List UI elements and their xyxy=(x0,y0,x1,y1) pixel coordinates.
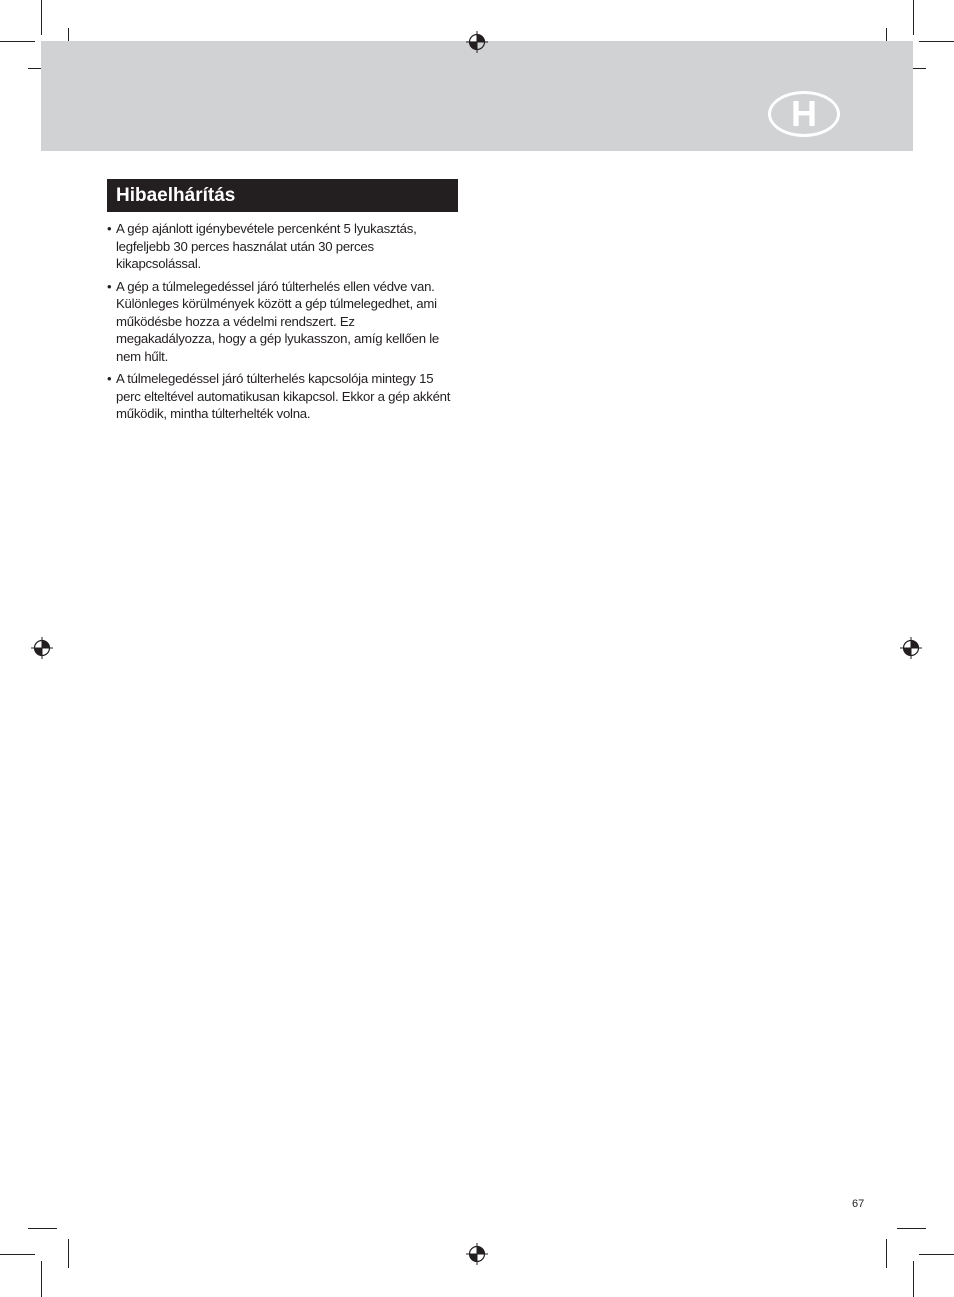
crop-mark xyxy=(913,0,914,35)
crop-mark xyxy=(28,1228,57,1229)
crop-mark xyxy=(0,1254,35,1255)
crop-mark xyxy=(913,1261,914,1297)
registration-mark-icon xyxy=(466,1243,488,1265)
list-item: • A gép a túlmelegedéssel járó túlterhelés ellen védve van. Különleges körülmények között a gép túlmelegedhet, ami működésbe hozza a védelmi rendszert. Ez megakadályozza, hogy a gép lyukasszon, amíg kellően le nem hűlt. xyxy=(107,278,452,366)
crop-mark xyxy=(919,1254,954,1255)
language-badge: H xyxy=(768,91,840,137)
crop-mark xyxy=(41,0,42,35)
crop-mark xyxy=(919,41,954,42)
crop-mark xyxy=(68,1239,69,1268)
page-number: 67 xyxy=(852,1198,865,1210)
crop-mark xyxy=(41,1261,42,1297)
registration-mark-icon xyxy=(900,637,922,659)
registration-mark-icon xyxy=(466,31,488,53)
list-item: • A túlmelegedéssel járó túlterhelés kapcsolója mintegy 15 perc elteltével automatikusan kikapcsol. Ekkor a gép akként működik, mintha túlterhelték volna. xyxy=(107,370,452,423)
crop-mark xyxy=(0,41,35,42)
bullet-list xyxy=(107,220,452,428)
list-item: • A gép ajánlott igénybevétele percenként 5 lyukasztás, legfeljebb 30 perces használat után 30 perces kikapcsolással. xyxy=(107,220,452,273)
crop-mark xyxy=(897,1228,926,1229)
section-title: Hibaelhárítás xyxy=(107,179,458,212)
crop-mark xyxy=(886,1239,887,1268)
registration-mark-icon xyxy=(31,637,53,659)
